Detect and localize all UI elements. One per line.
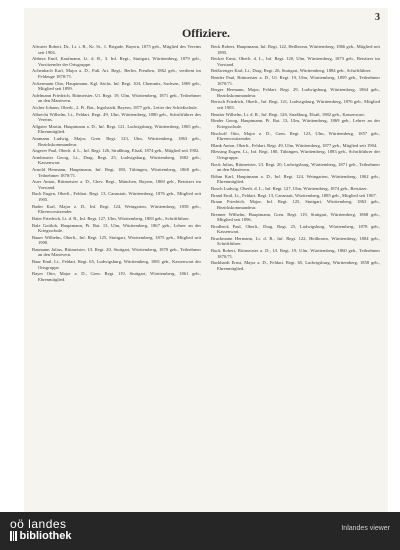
register-entry: Balz Gottlob, Hauptmann, Pi. Bat. 13, Ulm, Württemberg, 1867 geb., Lehrer an der Kriegsschule. [32,222,201,233]
register-entry: Beck Robert, Hauptmann, Inf. Regt. 122, Heilbronn, Württemberg, 1866 geb., Mitglied seit 1895. [211,44,380,55]
register-entry: Blessing Eugen, Lt., Inf. Regt. 180, Tübingen, Württemberg, 1883 geb., Schriftführer der Ortsgruppe. [211,149,380,160]
register-entry: Brand Emil, Lt., Feldart. Regt. 13, Cannstatt, Württemberg, 1885 geb., Mitglied seit 1907. [211,192,377,198]
page-title: Offiziere. [181,26,231,40]
register-entry: Berger Hermann, Major, Feldart. Regt. 29, Ludwigsburg, Württemberg, 1864 geb., Bezirkskommandeur. [211,87,380,98]
register-entry: Baur Emil, Lt., Feldart. Regt. 65, Ludwigsburg, Württemberg, 1881 geb., Kassenwart der Ortsgruppe. [32,259,201,270]
register-entry: Auer Anton, Rittmeister a. D., Chev. Regt., München, Bayern, 1860 geb., Beisitzer im Vorstand. [32,179,201,190]
viewer-footer [0,512,400,550]
register-entry: Braun Friedrich, Major, Inf. Regt. 125, Stuttgart, Württemberg, 1863 geb., Bezirkskommandeur. [211,199,380,210]
logo-bottom-text: bibliothek [19,530,72,542]
register-entry: Angerer Paul, Oberlt. d. L., Inf. Regt. 126, Straßburg, Elsaß, 1874 geb., Mitglied seit 1902. [32,148,200,154]
register-entry: Achenbach Karl, Major a. D., Fuß. Art. Regt., Berlin, Preußen, 1862 geb., verdient im Feldzuge 1870/71. [32,68,201,79]
register-entry: Armbruster Georg, Lt., Drag. Regt. 25, Ludwigsburg, Württemberg, 1882 geb., Kassenwart. [32,154,201,166]
register-entry: Bock Julius, Rittmeister, Ul. Regt. 20, Ludwigsburg, Württemberg, 1871 geb., Teilnehmer an den Manövern. [211,161,380,173]
register-entry: Bauer Wilhelm, Oberlt., Inf. Regt. 125, Stuttgart, Württemberg, 1875 geb., Mitglied seit 1900. [32,234,201,246]
register-entry: Burkhardt Ernst, Major a. D., Feldart. Regt. 65, Ludwigsburg, Württemberg, 1858 geb., Ehrenmitglied. [211,260,380,271]
register-entry: Buck Robert, Rittmeister a. D., Ul. Regt. 19, Ulm, Württemberg, 1860 geb., Teilnehmer 1870/71. [211,248,380,259]
right-column [211,44,380,506]
register-entry: Adelmann Friedrich, Rittmeister, Ul. Regt. 19, Ulm, Württemberg, 1871 geb., Teilnehmer an den Manövern. [32,92,201,104]
register-entry: Allgaier Martin, Hauptmann a. D., Inf. Regt. 121, Ludwigsburg, Württemberg, 1865 geb., Ehrenmitglied. [32,123,201,135]
register-entry: Ackermann Otto, Hauptmann, Kgl. Sächs. Inf. Regt. 104, Chemnitz, Sachsen, 1869 geb., Mitglied seit 1899. [32,80,201,92]
viewer-label[interactable]: Inlandes viewer [341,525,390,532]
page-number: 3 [375,12,380,23]
register-entry: Bosch Ludwig, Oberlt. d. L., Inf. Regt. 127, Ulm, Württemberg, 1874 geb., Beisitzer. [211,185,368,191]
register-entry: Aicher Johann, Oberlt., 2. Pi. Bat., Ingolstadt, Bayern, 1877 geb., Leiter der Schießschule. [32,104,198,110]
register-entry: Abbera Emil, Kaufmann, Lt. d. R., 3. Inf. Regt., Stuttgart, Württemberg, 1879 geb., Vorsitzender der Ortsgruppe. [32,56,201,67]
register-entry: Ammann Ludwig, Major, Gren. Regt. 123, Ulm, Württemberg, 1863 geb., Bezirkskommandeur. [32,136,201,147]
logo-bottom-row [10,530,71,542]
register-entry: Blank Anton, Oberlt., Feldart. Regt. 49, Ulm, Württemberg, 1877 geb., Mitglied seit 1904. [211,142,378,148]
register-entry: Brenner Wilhelm, Hauptmann, Gren. Regt. 119, Stuttgart, Württemberg, 1868 geb., Mitglied seit 1896. [211,211,380,222]
register-entry: Baumann Julius, Rittmeister, Ul. Regt. 20, Stuttgart, Württemberg, 1870 geb., Teilnehmer an den Manövern. [32,246,201,258]
register-entry: Binder Georg, Hauptmann, Pi. Bat. 13, Ulm, Württemberg, 1869 geb., Lehrer an der Kriegsschule. [211,118,380,129]
register-entry: Bach Eugen, Oberlt., Feldart. Regt. 13, Cannstatt, Württemberg, 1876 geb., Mitglied seit 1905. [32,191,201,202]
register-entry: Bruckmann Hermann, Lt. d. R., Inf. Regt. 122, Heilbronn, Württemberg, 1884 geb., Schriftführer. [211,235,380,247]
register-entry: Bertsch Friedrich, Oberlt., Inf. Regt. 121, Ludwigsburg, Württemberg, 1876 geb., Mitglied seit 1903. [211,99,380,110]
left-column [32,44,201,506]
register-entry: Beutter Wilhelm, Lt. d. R., Inf. Regt. 126, Straßburg, Elsaß, 1882 geb., Kassenwart. [211,111,365,117]
register-entry: Bischoff Otto, Major z. D., Gren. Regt. 123, Ulm, Württemberg, 1857 geb., Ehrenvorsitzender. [211,130,380,141]
register-entry: Bader Karl, Major z. D., Inf. Regt. 124, Weingarten, Württemberg, 1858 geb., Ehrenvorsitzender. [32,203,201,215]
logo-bars-icon [10,531,17,541]
register-entry: Becker Ernst, Oberlt. d. L., Inf. Regt. 120, Ulm, Württemberg, 1873 geb., Beisitzer im Vorstand. [211,56,380,67]
register-entry: Bender Paul, Rittmeister a. D., Ul. Regt. 19, Ulm, Württemberg, 1859 geb., Teilnehmer 1870/71. [211,75,380,86]
register-entry: Altvater Robert, Dr., Lt. i. R., Kr. St., 1. Brigade, Bayern, 1875 geb., Mitglied des Vereins seit 1904. [32,44,201,55]
document-page [24,8,388,512]
register-entry: Baier Friedrich, Lt. d. R., Inf. Regt. 127, Ulm, Württemberg, 1883 geb., Schriftführer. [32,215,190,221]
register-entry: Bayer Otto, Major a. D., Gren. Regt. 119, Stuttgart, Württemberg, 1861 geb., Ehrenmitglied. [32,271,201,282]
register-entry: Arnold Hermann, Hauptmann, Inf. Regt. 180, Tübingen, Württemberg, 1868 geb., Teilnehmer 1870/71. [32,167,201,178]
register-entry: Böhm Karl, Hauptmann a. D., Inf. Regt. 124, Weingarten, Württemberg, 1862 geb., Ehrenmitglied. [211,173,380,185]
text-columns [32,44,380,506]
register-entry: Albrecht Wilhelm, Lt., Feldart. Regt. 49, Ulm, Württemberg, 1880 geb., Schriftführer des Vereins. [32,111,201,123]
register-entry: Beißwenger Karl, Lt., Drag. Regt. 26, Stuttgart, Württemberg, 1884 geb., Schriftführer. [211,68,372,74]
library-logo[interactable] [10,518,71,542]
logo-top-text: oö landes [10,517,67,531]
register-entry: Brodbeck Paul, Oberlt., Drag. Regt. 25, Ludwigsburg, Württemberg, 1878 geb., Kassenwart. [211,223,380,235]
